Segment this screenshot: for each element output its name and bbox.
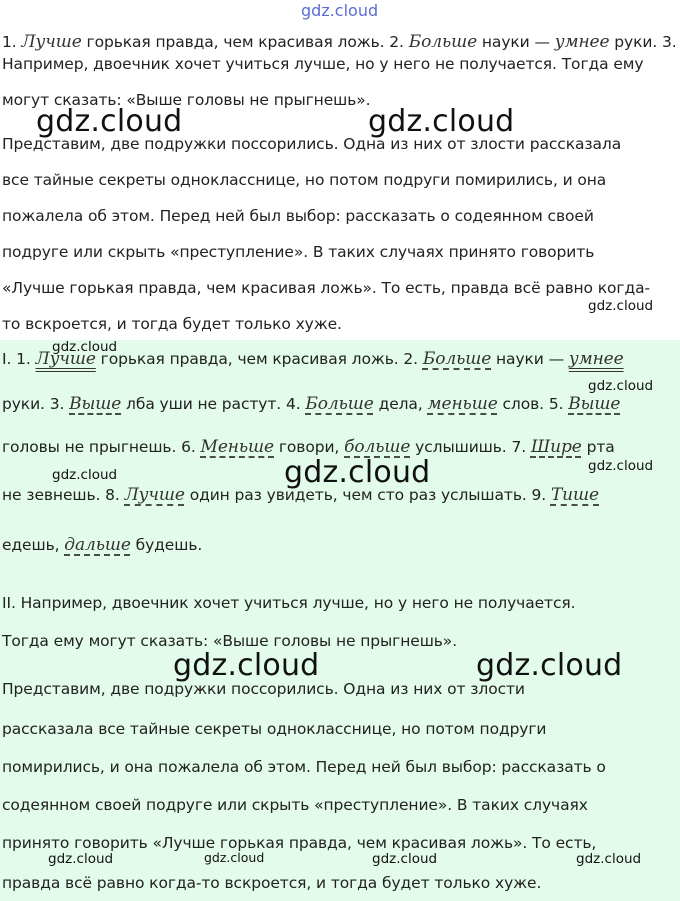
watermark: gdz.cloud <box>588 458 654 474</box>
highlighted-word: меньше <box>427 394 498 414</box>
highlighted-word: дальше <box>64 535 131 555</box>
part2-line: Тогда ему могут сказать: «Выше головы не прыгнешь». <box>2 632 458 650</box>
highlighted-word: Тише <box>550 485 599 505</box>
watermark: gdz.cloud <box>588 378 654 394</box>
cut-line-clip <box>0 30 680 52</box>
highlighted-word: Больше <box>422 349 492 369</box>
highlighted-word: больше <box>344 437 411 457</box>
watermark: gdz.cloud <box>48 851 114 867</box>
header-watermark: gdz.cloud <box>301 1 379 20</box>
highlighted-word: Выше <box>568 394 621 414</box>
top-line: могут сказать: «Выше головы не прыгнешь». <box>2 91 371 109</box>
watermark: gdz.cloud <box>52 339 118 355</box>
top-line: подруге или скрыть «преступление». В таких случаях принято говорить <box>2 243 595 261</box>
top-line: то вскроется, и тогда будет только хуже. <box>2 315 342 333</box>
part2-line: правда всё равно когда-то вскроется, и тогда будет только хуже. <box>2 874 542 892</box>
watermark: gdz.cloud <box>372 851 438 867</box>
top-line: пожалела об этом. Перед ней был выбор: рассказать о содеянном своей <box>2 207 594 225</box>
highlighted-word: Меньше <box>200 437 275 457</box>
top-line: Например, двоечник хочет учиться лучше, но у него не получается. Тогда ему <box>2 55 644 73</box>
part2-line: принято говорить «Лучше горькая правда, чем красивая ложь». То есть, <box>2 834 597 852</box>
watermark: gdz.cloud <box>476 648 623 683</box>
highlighted-word: Лучше <box>35 349 96 369</box>
watermark: gdz.cloud <box>588 298 654 314</box>
answer-line-3: головы не прыгнешь. 6. Меньше говори, больше услышишь. 7. Шире рта <box>2 437 615 457</box>
watermark: gdz.cloud <box>173 648 320 683</box>
watermark: gdz.cloud <box>576 851 642 867</box>
top-line: «Лучше горькая правда, чем красивая ложь». То есть, правда всё равно когда- <box>2 279 650 297</box>
answer-line-5: едешь, дальше будешь. <box>2 535 203 555</box>
highlighted-word: умнее <box>568 349 624 369</box>
watermark: gdz.cloud <box>284 455 431 490</box>
part2-line: помирились, и она пожалела об этом. Перед ней был выбор: рассказать о <box>2 758 606 776</box>
top-line: все тайные секреты однокласснице, но потом подруги помирились, и она <box>2 171 607 189</box>
highlighted-word: Шире <box>530 437 582 457</box>
part2-line: содеянном своей подруге или скрыть «преступление». В таких случаях <box>2 796 588 814</box>
cut-line: 1. Лучше горькая правда, чем красивая ложь. 2. Больше науки — умнее руки. 3. <box>2 32 677 52</box>
answer-line-1: I. 1. Лучше горькая правда, чем красивая ложь. 2. Больше науки — умнее <box>2 349 624 369</box>
part2-line: Представим, две подружки поссорились. Одна из них от злости <box>2 680 525 698</box>
highlighted-word: Выше <box>69 394 122 414</box>
watermark: gdz.cloud <box>204 850 265 865</box>
highlighted-word: Лучше <box>124 485 185 505</box>
answer-line-4: не зевнешь. 8. Лучше один раз увидеть, чем сто раз услышать. 9. Тише <box>2 485 599 505</box>
watermark: gdz.cloud <box>36 104 183 139</box>
watermark: gdz.cloud <box>368 104 515 139</box>
top-line: Представим, две подружки поссорились. Одна из них от злости рассказала <box>2 135 622 153</box>
answer-section <box>0 340 680 901</box>
watermark: gdz.cloud <box>52 467 118 483</box>
part2-line: рассказала все тайные секреты однокласснице, но потом подруги <box>2 720 547 738</box>
highlighted-word: Больше <box>305 394 374 414</box>
answer-line-2: руки. 3. Выше лба уши не растут. 4. Больше дела, меньше слов. 5. Выше <box>2 394 621 414</box>
part2-line: II. Например, двоечник хочет учиться лучше, но у него не получается. <box>2 594 576 612</box>
